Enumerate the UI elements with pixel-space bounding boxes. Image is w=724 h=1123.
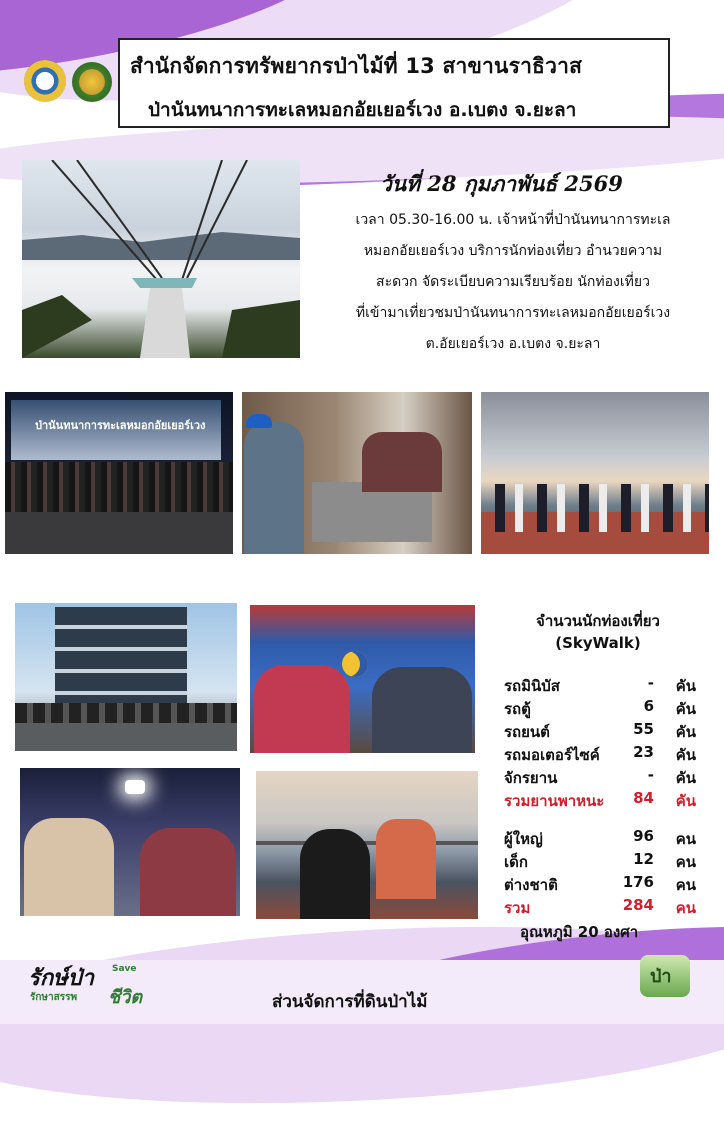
stat-value: 6 (643, 697, 654, 715)
stat-label: ผู้ใหญ่ (504, 830, 543, 848)
temperature: อุณหภูมิ 20 องศา (520, 923, 639, 941)
stat-label: รวม (504, 899, 531, 917)
stat-label: เด็ก (504, 853, 528, 871)
footer-logo-main-text: รักษ์ป่า (28, 966, 94, 991)
footer-logo-left (28, 960, 158, 1010)
stat-row-people-total (504, 896, 704, 918)
stat-unit: คัน (675, 746, 696, 764)
visitors-group (362, 432, 442, 492)
crowd-silhouettes (5, 462, 233, 512)
tram-light (125, 780, 145, 794)
entrance-sign-text: ป่านันทนาการทะเลหมอกอัยเยอร์เวง (35, 419, 206, 432)
stat-row-vehicle-total (504, 789, 704, 811)
stat-unit: คน (675, 899, 696, 917)
tourists-seated-left (254, 665, 350, 753)
stat-unit: คัน (675, 723, 696, 741)
building (55, 607, 187, 703)
stat-row-minibus (504, 674, 704, 696)
stat-value: 284 (622, 896, 654, 914)
stat-value: 55 (633, 720, 654, 738)
photo-tram-group (250, 605, 475, 753)
stat-unit: คน (675, 830, 696, 848)
agency-seal-logo (24, 60, 66, 102)
header-subtitle: ป่านันทนาการทะเลหมอกอัยเยอร์เวง อ.เบตง จ.ยะลา (148, 99, 577, 121)
photo-sunrise-crowd (256, 771, 478, 919)
footer-department: ส่วนจัดการที่ดินป่าไม้ (272, 992, 428, 1012)
visitor-blue-shirt (244, 422, 304, 554)
photo-building-exterior (15, 603, 237, 751)
photo-ticket-gate (242, 392, 472, 554)
stat-value: 12 (633, 850, 654, 868)
forest-department-logo (72, 62, 112, 102)
stat-label: รถยนต์ (504, 723, 550, 741)
photo-tram-interior (20, 768, 240, 916)
photo-viewpoint-sunrise (481, 392, 709, 554)
stat-row-bicycle (504, 766, 704, 788)
passengers-left (24, 818, 114, 916)
intro-line-5: ต.อัยเยอร์เวง อ.เบตง จ.ยะลา (425, 336, 601, 352)
stat-row-motorcycle (504, 743, 704, 765)
stat-value: 176 (622, 873, 654, 891)
visitor-front (300, 829, 370, 919)
photo-skywalk-mist (22, 160, 300, 358)
stat-row-foreigner (504, 873, 704, 895)
visitors-back (376, 819, 436, 899)
stat-unit: คัน (675, 700, 696, 718)
stat-value: 96 (633, 827, 654, 845)
moon-star-emblem (342, 651, 368, 677)
photo-night-entrance (5, 392, 233, 554)
report-date: วันที่ 28 กุมภาพันธ์ 2569 (380, 171, 623, 196)
stat-value: 84 (633, 789, 654, 807)
visitor-cap (246, 414, 272, 428)
intro-line-4: ที่เข้ามาเที่ยวชมป่านันทนาการทะเลหมอกอัยเยอร์เวง (355, 305, 671, 321)
stats-title (488, 610, 708, 654)
header-title: สำนักจัดการทรัพยากรป่าไม้ที่ 13 สาขานราธิวาส (130, 54, 583, 78)
intro-line-1: เวลา 05.30-16.00 น. เจ้าหน้าที่ป่านันทนาการทะเล (355, 212, 671, 228)
stats-title-line-1: จำนวนนักท่องเที่ยว (536, 612, 660, 630)
stat-value: 23 (633, 743, 654, 761)
stat-label: จักรยาน (504, 769, 558, 787)
stat-unit: คัน (675, 677, 696, 695)
intro-line-3: สะดวก จัดระเบียบความเรียบร้อย นักท่องเที่ยว (376, 274, 650, 290)
stat-unit: คน (675, 853, 696, 871)
stat-label: รถมินิบัส (504, 677, 560, 695)
passengers-right (140, 828, 236, 916)
stat-unit: คัน (675, 792, 696, 810)
intro-paragraph (308, 205, 718, 360)
stat-row-child (504, 850, 704, 872)
stat-row-car (504, 720, 704, 742)
stats-title-line-2: (SkyWalk) (555, 634, 641, 652)
stat-row-van (504, 697, 704, 719)
stat-label: รถตู้ (504, 700, 531, 718)
stat-label: ต่างชาติ (504, 876, 558, 894)
tourists-seated-right (372, 667, 472, 753)
parked-vehicles (15, 703, 237, 723)
footer-logo-right (640, 955, 690, 997)
stat-row-adult (504, 827, 704, 849)
footer-logo-sub-text: รักษาสรรพ (30, 992, 78, 1003)
stat-value: - (647, 766, 654, 784)
intro-line-2: หมอกอัยเยอร์เวง บริการนักท่องเที่ยว อำนวยความ (363, 243, 663, 259)
stat-value: - (647, 674, 654, 692)
skywalk-illustration (22, 160, 300, 358)
stat-unit: คน (675, 876, 696, 894)
footer-logo-right-text: ป่า (650, 966, 672, 987)
stat-unit: คัน (675, 769, 696, 787)
footer-logo-life-text: ชีวิต (108, 987, 143, 1008)
footer-logo-save-text: Save (112, 964, 137, 974)
road (15, 723, 237, 751)
railing (256, 841, 478, 845)
stat-label: รวมยานพาหนะ (504, 792, 605, 810)
viewpoint-visitors (481, 484, 709, 532)
plaza-ground (5, 512, 233, 554)
stat-label: รถมอเตอร์ไซค์ (504, 746, 600, 764)
